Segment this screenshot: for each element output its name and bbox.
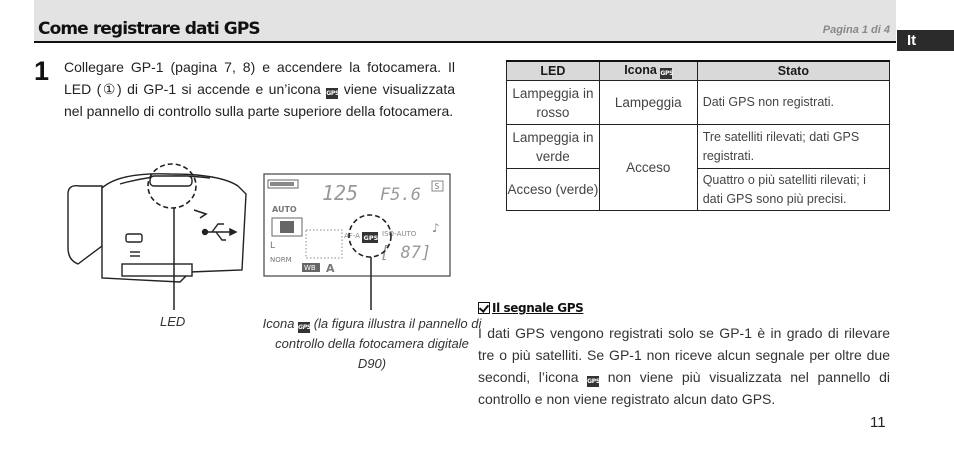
- table-row: [507, 125, 890, 169]
- lcd-shutter: 125: [322, 181, 359, 205]
- figure-illustration: [60, 160, 460, 310]
- note-title-text: Il segnale GPS: [492, 301, 584, 315]
- camera-drawing: [68, 174, 246, 282]
- cell-stato: Dati GPS non registrati.: [697, 81, 889, 125]
- cell-icona: Acceso: [599, 125, 697, 211]
- icon-caption-prefix: Icona: [262, 316, 299, 331]
- cell-stato: Quattro o più satelliti rilevati; i dati GPS sono più precisi.: [697, 169, 889, 211]
- step-text-part3: viene visualizzata nel pannello di controllo sulla parte superiore della fotocamera.: [64, 81, 455, 119]
- gps-icon: GPS: [660, 69, 674, 77]
- gps-icon: GPS: [326, 90, 340, 97]
- lcd-mode-a: A: [326, 262, 335, 275]
- table-header-row: [507, 61, 890, 81]
- lcd-af-label: AF-A: [344, 232, 360, 240]
- led-caption: LED: [160, 314, 186, 329]
- lcd-iso-auto: ISO-AUTO: [382, 230, 417, 238]
- lcd-s-label: S: [434, 182, 440, 191]
- gps-icon: GPS: [298, 324, 311, 331]
- icon-caption-suffix: (la figura illustra il pannello di controllo della fotocamera digitale D90): [275, 316, 482, 371]
- col-header-icona: [599, 61, 697, 81]
- note-text-part2: non viene più visualizzata nel pannello di controllo e non viene registrato alcun dato GPS.: [478, 369, 890, 407]
- cell-led: Lampeggia in verde: [507, 125, 600, 169]
- page-indicator: Pagina 1 di 4: [822, 24, 890, 36]
- language-tab: It: [897, 30, 954, 51]
- table-row: [507, 81, 890, 125]
- table-row: [507, 169, 890, 211]
- cell-icona: Lampeggia: [599, 81, 697, 125]
- gps-icon: GPS: [587, 378, 600, 385]
- lcd-auto-label: AUTO: [272, 205, 297, 214]
- checkmark-icon: [478, 302, 490, 314]
- note-text-part1: I dati GPS vengono registrati solo se GP-1 è in grado di rilevare tre o più satelliti. Se GP-1 non riceve alcun segnale per oltre due secondi, l’icona: [478, 325, 890, 385]
- step-number: 1: [34, 56, 50, 86]
- lcd-panel: [264, 174, 450, 276]
- lcd-l-label: L: [270, 241, 276, 251]
- lcd-frames: [ 87]: [380, 243, 432, 263]
- cell-led: Lampeggia in rosso: [507, 81, 600, 125]
- lcd-aperture: F5.6: [380, 185, 421, 205]
- note-title: [478, 301, 583, 315]
- page-number: 11: [870, 414, 886, 431]
- note-text: [478, 322, 890, 410]
- page-title: Come registrare dati GPS: [38, 19, 260, 39]
- col-header-led: LED: [507, 61, 600, 81]
- table-top-rule: [506, 60, 890, 62]
- circled-reference: ①: [101, 81, 117, 97]
- step-text: [64, 56, 455, 122]
- lcd-wb-label: WB: [304, 264, 316, 272]
- music-note-icon: ♪: [432, 221, 440, 235]
- lcd-norm-label: NORM: [270, 256, 292, 264]
- icon-caption: [262, 314, 482, 374]
- cell-stato: Tre satelliti rilevati; dati GPS registrati.: [697, 125, 889, 169]
- gps-status-table: [506, 60, 890, 211]
- header-rule: [34, 41, 896, 43]
- step-text-part2: ) di GP-1 si accende e un’icona: [117, 81, 327, 97]
- col-header-stato: Stato: [697, 61, 889, 81]
- cell-led: Acceso (verde): [507, 169, 600, 211]
- col-header-icona-label: Icona: [624, 62, 657, 77]
- lcd-gps-icon: GPS: [363, 234, 379, 242]
- step-text-part1: Collegare GP-1 (pagina 7, 8) e accendere la fotocamera. Il LED (: [64, 59, 455, 97]
